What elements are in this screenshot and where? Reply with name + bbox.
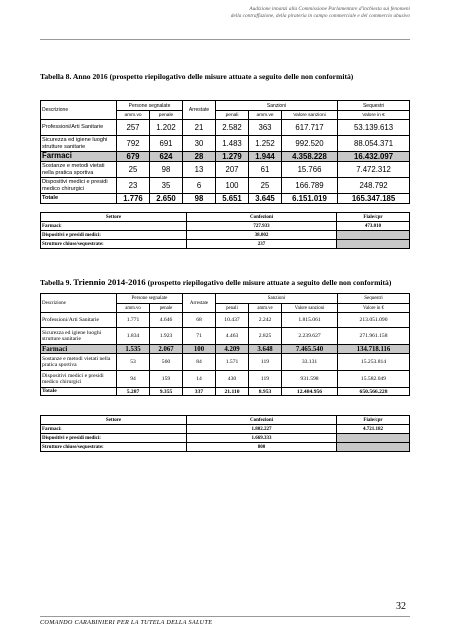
cell: 15.582.049 [338, 371, 410, 388]
summary-label: Dispositivi e presidi medici: [41, 434, 187, 443]
cell: 159 [150, 371, 183, 388]
cell: 119 [249, 354, 282, 371]
table8 [40, 100, 410, 204]
table9-title-main: Triennio 2014-2016 [73, 277, 146, 287]
cell: 10.437 [216, 313, 249, 328]
cell: 1.815.061 [282, 313, 338, 328]
cell: 207 [216, 162, 249, 178]
cell: 363 [249, 120, 282, 136]
cell: 25 [249, 178, 282, 194]
cell: 992.520 [282, 136, 338, 152]
cell: 7.465.540 [282, 345, 338, 354]
col-arrestate: Arrestate [183, 294, 216, 313]
cell: 4.358.228 [282, 152, 338, 162]
cell: 1.202 [150, 120, 183, 136]
cell: 624 [150, 152, 183, 162]
col-valore-sanzioni: Valore sanzioni [282, 111, 338, 120]
summary-row [41, 434, 410, 443]
col-fiale: Fiale/cpr [337, 416, 410, 425]
summary-confezioni: 1.669.333 [187, 434, 337, 443]
cell: 53.139.613 [338, 120, 410, 136]
cell: 792 [117, 136, 150, 152]
row-label: Farmaci [41, 152, 117, 162]
table9-title-label: Tabella 9. [40, 278, 72, 287]
table8-title-main: Anno 2016 [72, 72, 108, 81]
table-row [41, 313, 410, 328]
summary-label: Strutture chiuse/sequestrate: [41, 240, 187, 249]
running-header [30, 6, 410, 20]
header-rule [40, 39, 410, 40]
cell: 1.834 [117, 328, 150, 345]
row-label: Dispositivi medici e presidi medico chirurgici [41, 371, 117, 388]
cell: 4.646 [150, 313, 183, 328]
cell: 98 [150, 162, 183, 178]
cell: 119 [249, 371, 282, 388]
cell: 1.252 [249, 136, 282, 152]
cell: 100 [183, 345, 216, 354]
table9 [40, 293, 410, 396]
col-confezioni: Confezioni [187, 416, 337, 425]
cell: 16.432.097 [338, 152, 410, 162]
summary-row [41, 443, 410, 452]
table9-title-desc: (prospetto riepilogativo delle misure attuate a seguito delle non conformità) [147, 278, 392, 287]
cell: 257 [117, 120, 150, 136]
table-row-total [41, 194, 410, 204]
footer-rule [40, 616, 410, 617]
cell: 2.582 [216, 120, 249, 136]
col-settore: Settore [41, 213, 187, 222]
cell: 691 [150, 136, 183, 152]
cell: 3.648 [249, 345, 282, 354]
col-sequestri: Sequestri [338, 101, 410, 111]
cell: 13 [183, 162, 216, 178]
row-label: Professioni/Arti Sanitarie [41, 120, 117, 136]
cell: 213.051.090 [338, 313, 410, 328]
cell: 12.484.956 [282, 388, 338, 396]
row-label: Dispositivi medici e presidi medico chirurgici [41, 178, 117, 194]
cell: 94 [117, 371, 150, 388]
row-label: Sicurezza ed igiene luoghi strutture sanitarie [41, 328, 117, 345]
col-settore: Settore [41, 416, 187, 425]
col-descrizione: Descrizione [41, 101, 117, 120]
summary-row [41, 231, 410, 240]
col-sequestri: Sequestri [338, 294, 410, 304]
cell: 23 [117, 178, 150, 194]
cell: 53 [117, 354, 150, 371]
summary-row [41, 222, 410, 231]
cell: 28 [183, 152, 216, 162]
summary-label: Farmaci: [41, 222, 187, 231]
col-penali: penali [216, 304, 249, 313]
table-row [41, 371, 410, 388]
cell: 4.209 [216, 345, 249, 354]
col-persone-segnalate: Persone segnalate [117, 101, 183, 111]
cell: 2.242 [249, 313, 282, 328]
col-sanzioni: Sanzioni [216, 101, 338, 111]
cell: 1.776 [117, 194, 150, 204]
table-row [41, 328, 410, 345]
cell: 560 [150, 354, 183, 371]
cell: 8.953 [249, 388, 282, 396]
cell: 100 [216, 178, 249, 194]
summary-label: Farmaci: [41, 425, 187, 434]
cell: 98 [183, 194, 216, 204]
cell: 430 [216, 371, 249, 388]
running-header-line1: Audizione innanzi alla Commissione Parlamentare d'inchiesta sui fenomeni [249, 6, 410, 12]
cell: 21.110 [216, 388, 249, 396]
cell: 337 [183, 388, 216, 396]
cell: 6.151.019 [282, 194, 338, 204]
table-row-total [41, 388, 410, 396]
summary-confezioni: 800 [187, 443, 337, 452]
cell: 4.463 [216, 328, 249, 345]
table-row [41, 178, 410, 194]
cell: 5.287 [117, 388, 150, 396]
cell: 9.355 [150, 388, 183, 396]
summary-row [41, 425, 410, 434]
table8-title-desc: (prospetto riepilogativo delle misure attuate a seguito delle non conformità) [109, 72, 354, 81]
col-persone-segnalate: Persone segnalate [117, 294, 183, 304]
table8-title-label: Tabella 8. [40, 72, 72, 81]
cell: 650.566.228 [338, 388, 410, 396]
row-label: Farmaci [41, 345, 117, 354]
row-label: Professioni/Arti Sanitarie [41, 313, 117, 328]
cell: 15.766 [282, 162, 338, 178]
summary-fiale: 473.010 [337, 222, 410, 231]
cell: 1.483 [216, 136, 249, 152]
row-label: Sicurezza ed igiene luoghi strutture sanitarie [41, 136, 117, 152]
cell: 25 [117, 162, 150, 178]
cell: 2.239.627 [282, 328, 338, 345]
cell: 88.054.371 [338, 136, 410, 152]
table-row-highlight [41, 345, 410, 354]
summary-fiale [337, 240, 410, 249]
cell: 61 [249, 162, 282, 178]
col-sanzioni: Sanzioni [216, 294, 338, 304]
table-row [41, 162, 410, 178]
summary-fiale [337, 443, 410, 452]
cell: 84 [183, 354, 216, 371]
row-label: Totale [41, 388, 117, 396]
col-amm-vo: amm.vo [117, 304, 150, 313]
col-penali: penali [216, 111, 249, 120]
col-fiale: Fiale/cpr [337, 213, 410, 222]
cell: 1.944 [249, 152, 282, 162]
cell: 248.792 [338, 178, 410, 194]
cell: 5.651 [216, 194, 249, 204]
cell: 7.472.312 [338, 162, 410, 178]
table-row-highlight [41, 152, 410, 162]
table-row [41, 354, 410, 371]
summary-confezioni: 38.002 [187, 231, 337, 240]
cell: 3.645 [249, 194, 282, 204]
summary-fiale [337, 434, 410, 443]
summary-fiale: 4.721.182 [337, 425, 410, 434]
cell: 30 [183, 136, 216, 152]
cell: 2.825 [249, 328, 282, 345]
cell: 68 [183, 313, 216, 328]
cell: 6 [183, 178, 216, 194]
cell: 21 [183, 120, 216, 136]
cell: 931.598 [282, 371, 338, 388]
cell: 271.961.158 [338, 328, 410, 345]
col-arrestate: Arrestate [183, 101, 216, 120]
table-row [41, 120, 410, 136]
table-row [41, 136, 410, 152]
cell: 1.923 [150, 328, 183, 345]
page-number: 32 [396, 601, 406, 612]
cell: 15.253.814 [338, 354, 410, 371]
col-penale: penale [150, 304, 183, 313]
table9-summary [40, 415, 410, 452]
cell: 679 [117, 152, 150, 162]
row-label: Sostanze e metodi vietati nella pratica sportiva [41, 162, 117, 178]
col-valore-euro: Valore in € [338, 304, 410, 313]
cell: 2.067 [150, 345, 183, 354]
running-header-line2: della contraffazione, della pirateria in campo commerciale e del commercio abusivo [230, 13, 410, 19]
row-label: Sostanze e metodi vietati nella pratica sportiva [41, 354, 117, 371]
col-valore-euro: Valore in € [338, 111, 410, 120]
col-valore-sanzioni: Valore sanzioni [282, 304, 338, 313]
table8-summary [40, 212, 410, 249]
col-amm-ve: amm.ve [249, 304, 282, 313]
summary-row [41, 240, 410, 249]
table8-title [40, 72, 353, 81]
cell: 33.131 [282, 354, 338, 371]
cell: 2.650 [150, 194, 183, 204]
cell: 166.789 [282, 178, 338, 194]
summary-confezioni: 1.802.227 [187, 425, 337, 434]
col-penale: penale [150, 111, 183, 120]
cell: 71 [183, 328, 216, 345]
cell: 134.718.116 [338, 345, 410, 354]
row-label: Totale [41, 194, 117, 204]
cell: 165.347.185 [338, 194, 410, 204]
summary-label: Strutture chiuse/sequestrate: [41, 443, 187, 452]
table9-title [40, 277, 391, 287]
summary-confezioni: 727.933 [187, 222, 337, 231]
summary-label: Dispositivi e presidi medici: [41, 231, 187, 240]
footer-org: COMANDO CARABINIERI PER LA TUTELA DELLA SALUTE [40, 619, 213, 626]
col-amm-ve: amm.ve [249, 111, 282, 120]
summary-confezioni: 237 [187, 240, 337, 249]
cell: 1.279 [216, 152, 249, 162]
cell: 35 [150, 178, 183, 194]
cell: 14 [183, 371, 216, 388]
cell: 617.717 [282, 120, 338, 136]
cell: 1.771 [117, 313, 150, 328]
col-confezioni: Confezioni [187, 213, 337, 222]
summary-fiale [337, 231, 410, 240]
cell: 1.571 [216, 354, 249, 371]
col-amm-vo: amm.vo [117, 111, 150, 120]
col-descrizione: Descrizione [41, 294, 117, 313]
cell: 1.535 [117, 345, 150, 354]
